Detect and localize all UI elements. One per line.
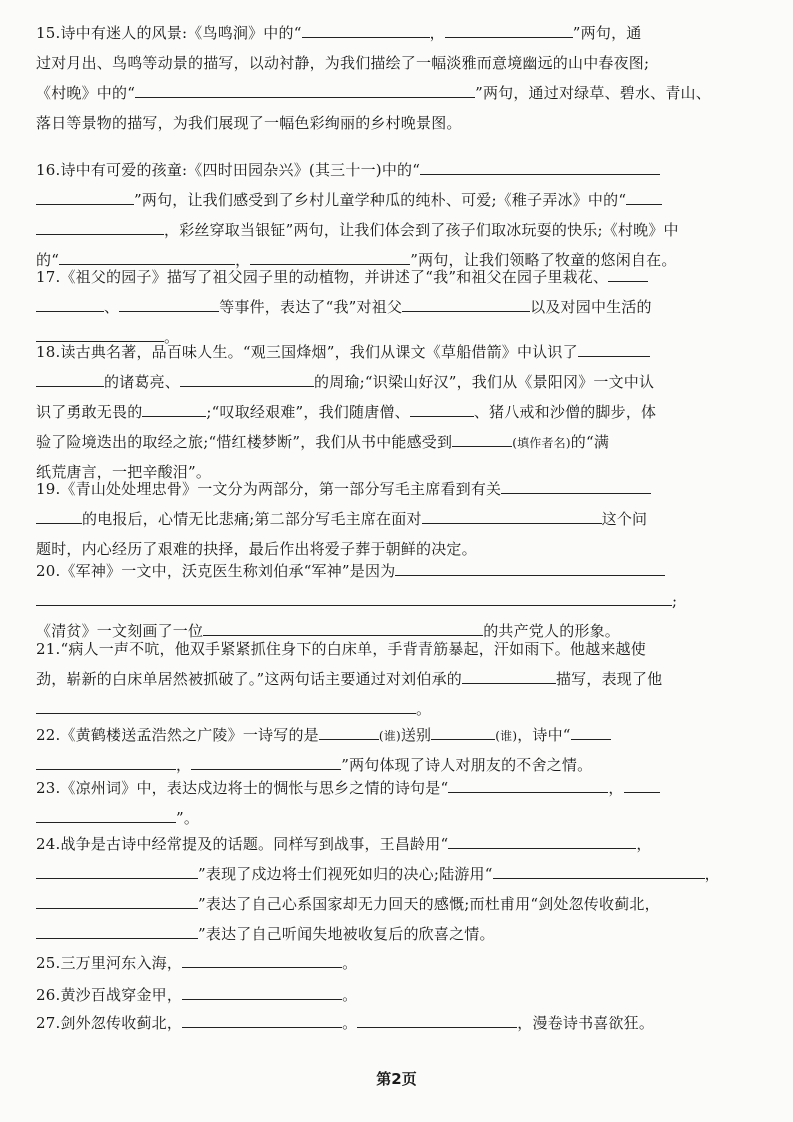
q22-blank-3[interactable] — [571, 722, 611, 740]
q15-text: ， — [429, 24, 445, 42]
q21-text: 21.“病人一声不吭，他双手紧紧抓住身下的白床单，手背青筋暴起，汗如雨下。他越来越使 — [36, 640, 646, 658]
question-26 — [36, 980, 758, 1010]
q20-blank-1[interactable] — [395, 558, 665, 576]
q23-text: 23.《凉州词》中，表达戍边将士的惆怅与思乡之情的诗句是“ — [36, 779, 449, 797]
q21-text: 描写，表现了他 — [555, 670, 663, 688]
q18-blank-6[interactable] — [452, 429, 512, 447]
q20-text: 《清贫》一文刻画了一位 — [36, 622, 204, 640]
q16-text: ”两句，让我们感受到了乡村儿童学种瓜的纯朴、可爱;《稚子弄冰》中的“ — [134, 191, 627, 209]
q23-text: ， — [608, 779, 624, 797]
q18-text: 的诸葛亮、 — [104, 373, 181, 391]
q23-text: ”。 — [176, 809, 200, 827]
q15-text: 过对月出、鸟鸣等动景的描写，以动衬静，为我们描绘了一幅淡雅而意境幽远的山中春夜图; — [36, 54, 650, 72]
q24-blank-1[interactable] — [448, 831, 636, 849]
q18-blank-5[interactable] — [410, 399, 474, 417]
q17-blank-3[interactable] — [119, 294, 219, 312]
q15-text: 《村晚》中的“ — [36, 84, 136, 102]
question-23 — [36, 773, 758, 833]
q22-hint: (谁) — [495, 729, 518, 743]
question-27 — [36, 1008, 758, 1038]
q16-blank-4[interactable] — [36, 217, 164, 235]
q18-text: 18.读古典名著，品百味人生。“观三国烽烟”，我们从课文《草船借箭》中认识了 — [36, 343, 578, 361]
q24-blank-5[interactable] — [36, 921, 198, 939]
q19-text: 19.《青山处处埋忠骨》一文分为两部分，第一部分写毛主席看到有关 — [36, 480, 502, 498]
q27-blank-1[interactable] — [182, 1010, 342, 1028]
q18-text: ;“叹取经艰难”，我们随唐僧、 — [206, 403, 410, 421]
question-18 — [36, 337, 758, 487]
q24-text: 24.战争是古诗中经常提及的话题。同样写到战事，王昌龄用“ — [36, 835, 449, 853]
q24-blank-3[interactable] — [493, 861, 705, 879]
q24-blank-4[interactable] — [36, 891, 198, 909]
q15-text: 15.诗中有迷人的风景:《鸟鸣涧》中的“ — [36, 24, 302, 42]
q15-blank-3[interactable] — [135, 80, 475, 98]
q18-blank-4[interactable] — [142, 399, 206, 417]
q20-text: 20.《军神》一文中，沃克医生称刘伯承“军神”是因为 — [36, 562, 396, 580]
q16-text: ”两句，让我们领略了牧童的悠闲自在。 — [410, 251, 677, 269]
q17-text: 17.《祖父的园子》描写了祖父园子里的动植物，并讲述了“我”和祖父在园子里栽花、 — [36, 268, 609, 286]
q16-blank-2[interactable] — [36, 187, 134, 205]
q20-text: 的共产党人的形象。 — [483, 622, 621, 640]
q22-blank-1[interactable] — [319, 722, 379, 740]
question-25 — [36, 948, 758, 978]
q27-blank-2[interactable] — [357, 1010, 517, 1028]
q17-blank-2[interactable] — [36, 294, 104, 312]
q22-blank-2[interactable] — [431, 722, 495, 740]
q20-text: ; — [672, 592, 678, 610]
q18-text: 、猪八戒和沙僧的脚步，体 — [473, 403, 657, 421]
q19-text: 这个问 — [601, 510, 648, 528]
q15-text: 落日等景物的描写，为我们展现了一幅色彩绚丽的乡村晚景图。 — [36, 114, 462, 132]
q26-text: 。 — [342, 986, 358, 1004]
q23-blank-3[interactable] — [36, 805, 176, 823]
q15-blank-1[interactable] — [302, 20, 430, 38]
q22-text: 送别 — [400, 726, 432, 744]
q18-text: 的“满 — [570, 433, 610, 451]
q26-text: 26.黄沙百战穿金甲， — [36, 986, 183, 1004]
q16-text: ， — [235, 251, 251, 269]
q24-text: ”表达了自己听闻失地被收复后的欣喜之情。 — [198, 925, 495, 943]
q27-text: 。 — [342, 1014, 358, 1032]
question-24 — [36, 829, 758, 949]
q25-text: 25.三万里河东入海， — [36, 954, 183, 972]
q17-text: 。 — [164, 328, 180, 346]
q18-text: 验了险境迭出的取经之旅;“惜红楼梦断”，我们从书中能感受到 — [36, 433, 453, 451]
q19-blank-3[interactable] — [422, 506, 602, 524]
q22-blank-4[interactable] — [36, 752, 176, 770]
q19-text: 题时，内心经历了艰难的抉择，最后作出将爱子葬于朝鲜的决定。 — [36, 540, 477, 558]
q22-text: ，诗中“ — [517, 726, 571, 744]
q22-hint: (谁) — [378, 729, 401, 743]
q15-text: ”两句，通 — [572, 24, 642, 42]
q21-text: 劲，崭新的白床单居然被抓破了。”这两句话主要通过对刘伯承的 — [36, 670, 462, 688]
q17-blank-1[interactable] — [608, 264, 648, 282]
q22-text: ， — [176, 756, 192, 774]
question-15 — [36, 18, 758, 138]
q19-blank-2[interactable] — [36, 506, 82, 524]
q22-blank-5[interactable] — [191, 752, 341, 770]
q18-hint: (填作者名) — [512, 436, 571, 450]
q21-blank-1[interactable] — [462, 666, 556, 684]
q21-text: 。 — [416, 700, 432, 718]
q26-blank[interactable] — [182, 982, 342, 1000]
q24-text: ， — [704, 865, 720, 883]
question-22 — [36, 720, 758, 780]
q24-text: ”表现了戍边将士们视死如归的决心;陆游用“ — [198, 865, 493, 883]
q24-text: ”表达了自己心系国家却无力回天的感慨;而杜甫用“剑处忽传收蓟北， — [198, 895, 660, 913]
q16-text: 的“ — [36, 251, 60, 269]
q18-blank-1[interactable] — [578, 339, 650, 357]
q23-blank-1[interactable] — [448, 775, 608, 793]
question-16 — [36, 155, 758, 275]
q20-blank-2[interactable] — [36, 588, 672, 606]
q25-text: 。 — [342, 954, 358, 972]
q27-text: 27.剑外忽传收蓟北， — [36, 1014, 183, 1032]
q18-text: 纸荒唐言，一把辛酸泪”。 — [36, 463, 212, 481]
q16-blank-3[interactable] — [626, 187, 662, 205]
question-20 — [36, 556, 758, 646]
q27-text: ，漫卷诗书喜欲狂。 — [517, 1014, 655, 1032]
q24-blank-2[interactable] — [36, 861, 198, 879]
q18-blank-2[interactable] — [36, 369, 104, 387]
q16-text: ，彩丝穿取当银钲”两句，让我们体会到了孩子们取冰玩耍的快乐;《村晚》中 — [164, 221, 679, 239]
q16-blank-1[interactable] — [420, 157, 660, 175]
q17-blank-4[interactable] — [402, 294, 530, 312]
q15-text: ”两句，通过对绿草、碧水、青山、 — [475, 84, 711, 102]
question-19 — [36, 474, 758, 564]
q24-text: ， — [636, 835, 652, 853]
q23-blank-2[interactable] — [624, 775, 660, 793]
q18-blank-3[interactable] — [180, 369, 314, 387]
q15-blank-2[interactable] — [445, 20, 573, 38]
q17-text: 等事件，表达了“我”对祖父 — [219, 298, 403, 316]
q16-text: 16.诗中有可爱的孩童:《四时田园杂兴》(其三十一)中的“ — [36, 161, 421, 179]
q18-text: 识了勇敢无畏的 — [36, 403, 143, 421]
q18-text: 的周瑜;“识梁山好汉”，我们从《景阳冈》一文中认 — [314, 373, 655, 391]
q17-text: 以及对园中生活的 — [530, 298, 652, 316]
q22-text: ”两句体现了诗人对朋友的不舍之情。 — [341, 756, 593, 774]
q17-text: 、 — [104, 298, 120, 316]
q19-blank-1[interactable] — [501, 476, 651, 494]
q25-blank[interactable] — [182, 950, 342, 968]
q19-text: 的电报后，心情无比悲痛;第二部分写毛主席在面对 — [82, 510, 422, 528]
page-number: 第2页 — [376, 1070, 417, 1088]
question-21 — [36, 634, 758, 724]
q22-text: 22.《黄鹤楼送孟浩然之广陵》一诗写的是 — [36, 726, 319, 744]
q21-blank-2[interactable] — [36, 696, 416, 714]
